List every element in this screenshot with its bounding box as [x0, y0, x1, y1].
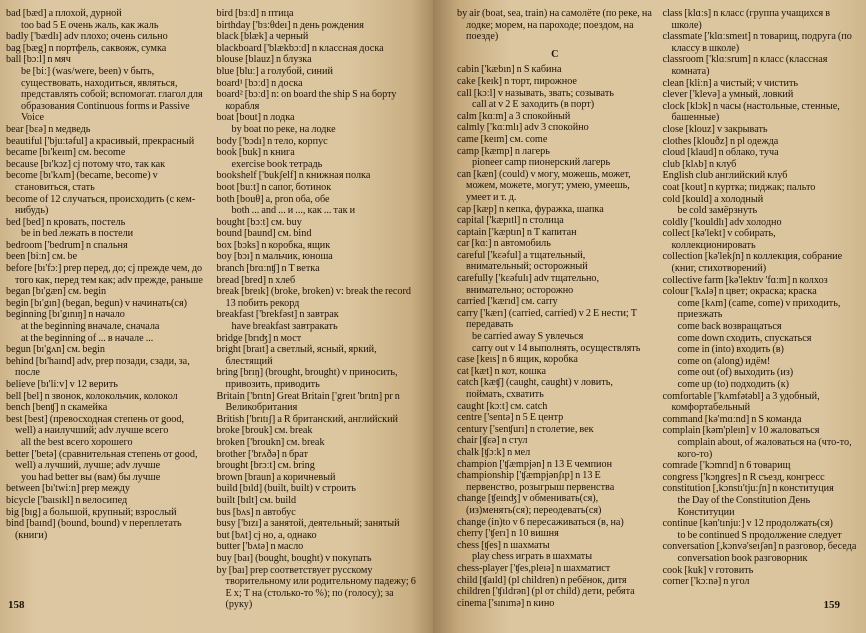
dictionary-entry: body ['bɔdı] n тело, корпус	[216, 135, 328, 147]
dictionary-entry: bench [benʧ] n скамейка	[6, 402, 108, 414]
dictionary-entry: bell [bel] n звонок, колокольчик, колокол	[6, 390, 178, 402]
dictionary-entry: at the beginning of ... в начале ...	[21, 332, 154, 344]
dictionary-entry: classmate ['klɑːsmeıt] n товарищ, подруга (по классу в школе)	[662, 31, 852, 54]
dictionary-entry: pioneer camp пионерский лагерь	[472, 157, 611, 169]
right-page-column-1	[457, 8, 653, 609]
dictionary-entry: by [baı] prep соответствует русскому творительному или родительному падежу; 6 Е х; Т на (столько-то %); по (голосу); за (руку)	[216, 564, 416, 611]
dictionary-entry: car [kɑː] n автомобиль	[457, 238, 551, 250]
dictionary-entry: become of 12 случаться, происходить (с кем-нибудь)	[6, 193, 196, 217]
dictionary-entry: children ['ʧıldrən] (pl от child) дети, ребята	[457, 586, 635, 598]
dictionary-entry: bind [baınd] (bound, bound) v переплетать (книги)	[6, 518, 182, 541]
dictionary-entry: child [ʧaıld] (pl children) n ребёнок, дитя	[457, 574, 627, 586]
section-letter: C	[551, 48, 559, 60]
dictionary-entry: chair [ʧɛə] n стул	[457, 435, 528, 447]
dictionary-entry: boat [bout] n лодка	[216, 112, 295, 124]
dictionary-entry: came [keım] см. come	[457, 133, 548, 145]
dictionary-entry: congress ['kɔŋgres] n R съезд, конгресс	[662, 471, 825, 483]
dictionary-entry: break [breık] (broke, broken) v: break the record 13 побить рекорд	[216, 286, 411, 309]
dictionary-entry: built [bılt] см. build	[216, 494, 297, 506]
dictionary-entry: conversation book разговорник	[677, 552, 808, 564]
dictionary-entry: branch [brɑːnʧ] n T ветка	[216, 263, 320, 275]
dictionary-entry: collective farm [kə'lektıv 'fɑːm] n колхоз	[662, 274, 828, 286]
right-page-column-2	[663, 8, 859, 603]
dictionary-entry: cold [kould] a холодный	[662, 193, 764, 205]
dictionary-entry: butter ['bʌtə] n масло	[216, 541, 304, 553]
dictionary-entry: bicycle ['baısıkl] n велосипед	[6, 494, 128, 506]
dictionary-entry: conversation [,kɔnvə'seıʃən] n разговор, беседа	[662, 541, 857, 553]
dictionary-entry: come in (into) входить (в)	[677, 344, 784, 356]
dictionary-entry: better ['betə] (сравнительная степень от good, well) a лучший, лучше; adv лучше	[6, 448, 198, 472]
dictionary-entry: birthday ['bɜːθdeı] n день рождения	[216, 19, 364, 31]
dictionary-entry: cherry ['ʧerı] n 10 вишня	[457, 528, 559, 540]
dictionary-entry: cloud [klaud] n облако, туча	[662, 147, 779, 159]
dictionary-entry: carry ['kærı] (carried, carried) v 2 Е нести; T передавать	[457, 307, 637, 331]
dictionary-entry: coldly ['kouldlı] adv холодно	[662, 216, 782, 228]
dictionary-entry: play chess играть в шахматы	[472, 551, 593, 563]
dictionary-entry: chess-player ['ʧes,pleıə] n шахматист	[457, 562, 611, 574]
dictionary-entry: clever ['klevə] a умный, ловкий	[662, 89, 794, 101]
dictionary-entry: between [bı'twiːn] prep между	[6, 483, 130, 495]
dictionary-entry: bear [bɛə] n медведь	[6, 123, 91, 135]
page-number-right: 159	[823, 599, 840, 611]
dictionary-entry: cabin ['kæbın] n S кабина	[457, 64, 562, 76]
dictionary-entry: both [bouθ] a, pron оба, обе	[216, 193, 330, 205]
dictionary-entry: brown [braun] a коричневый	[216, 471, 336, 483]
dictionary-entry: call [kɔːl] v называть, звать; созывать	[457, 87, 614, 99]
dictionary-entry: been [biːn] см. be	[6, 251, 78, 263]
dictionary-entry: but [bʌt] cj но, а, однако	[216, 529, 317, 541]
dictionary-entry: the Day of the Constitution День Конституции	[677, 494, 811, 518]
dictionary-entry: century ['senʧurı] n столетие, век	[457, 423, 594, 435]
dictionary-entry: have breakfast завтракать	[231, 321, 338, 333]
dictionary-entry: classroom ['klɑːsrum] n класс (классная комната)	[662, 54, 828, 77]
dictionary-entry: clothes [klouðz] n pl одежда	[662, 135, 779, 147]
dictionary-entry: to be continued S продолжение следует	[677, 529, 842, 541]
dictionary-entry: camp [kæmp] n лагерь	[457, 145, 550, 157]
dictionary-entry: boy [bɔı] n мальчик, юноша	[216, 251, 333, 263]
dictionary-entry: clean [kliːn] a чистый; v чистить	[662, 77, 799, 89]
dictionary-entry: come on (along) идём!	[677, 355, 771, 367]
dictionary-entry: cinema ['sınımə] n кино	[457, 597, 555, 609]
dictionary-entry: collection [kə'lekʃn] n коллекция, собрание (книг, стихотворений)	[662, 251, 843, 275]
dictionary-entry: Britain ['brıtn] Great Britain ['greıt 'brıtn] pr n Великобритания	[216, 390, 400, 414]
dictionary-entry: big [bıg] a большой, крупный; взрослый	[6, 506, 177, 518]
dictionary-entry: bird [bɜːd] n птица	[216, 8, 294, 19]
dictionary-entry: come down сходить, спускаться	[677, 332, 812, 344]
dictionary-entry: chess [ʧes] n шахматы	[457, 539, 550, 551]
dictionary-entry: English club английский клуб	[662, 170, 788, 182]
dictionary-entry: be carried away S увлечься	[472, 331, 584, 343]
dictionary-entry: busy ['bızı] a занятой, деятельный; занятый	[216, 518, 400, 530]
dictionary-entry: by boat по реке, на лодке	[231, 123, 336, 135]
dictionary-entry: be [biː] (was/were, been) v быть, существовать, находиться, являться, представлять собой; вспомогат. глагол для образования Continuous forms и Passive Voice	[21, 65, 203, 124]
left-page-column-2	[216, 8, 418, 611]
dictionary-entry: chalk [ʧɔːk] n мел	[457, 446, 531, 458]
dictionary-entry: be cold замёрзнуть	[677, 205, 758, 217]
dictionary-entry: too bad 5 Е очень жаль, как жаль	[21, 19, 159, 31]
dictionary-entry: bag [bæg] n портфель, саквояж, сумка	[6, 42, 167, 54]
dictionary-entry: calmly ['kɑːmlı] adv 3 спокойно	[457, 122, 589, 134]
dictionary-entry: call at v 2 Е заходить (в порт)	[472, 99, 595, 111]
dictionary-entry: championship ['ʧæmpjənʃıp] n 13 Е первенство, розыгрыш первенства	[457, 470, 615, 493]
dictionary-entry: broken ['broukn] см. break	[216, 436, 325, 448]
dictionary-entry: carried ['kærıd] см. carry	[457, 296, 558, 308]
dictionary-entry: champion ['ʧæmpjən] n 13 Е чемпион	[457, 458, 613, 470]
dictionary-entry: comrade ['kɔmrıd] n 6 товарищ	[662, 460, 791, 472]
dictionary-entry: cake [keık] n торт, пирожное	[457, 75, 577, 87]
dictionary-entry: coat [kout] n куртка; пиджак; пальто	[662, 181, 816, 193]
dictionary-entry: colour ['kʌlə] n цвет; окраска; краска	[662, 286, 817, 298]
dictionary-entry: clock [klɔk] n часы (настольные, стенные, башенные)	[662, 100, 840, 124]
dictionary-entry: bound [baund] см. bind	[216, 228, 312, 240]
dictionary-entry: change [ʧeınʤ] v обменивать(ся), (из)менять(ся); переодевать(ся)	[457, 493, 602, 516]
dictionary-entry: captain ['kæptın] n T капитан	[457, 226, 577, 238]
dictionary-entry: complain about, of жаловаться на (что-то, кого-то)	[677, 436, 852, 460]
dictionary-entry: bookshelf ['bukʃelf] n книжная полка	[216, 170, 371, 182]
dictionary-entry: corner ['kɔːnə] n угол	[662, 576, 750, 588]
dictionary-entry: ball [bɔːl] n мяч	[6, 54, 71, 66]
dictionary-entry: box [bɔks] n коробка, ящик	[216, 239, 331, 251]
dictionary-entry: carry out v 14 выполнять, осуществлять	[472, 342, 641, 354]
dictionary-entry: bridge [brıʤ] n мост	[216, 332, 302, 344]
dictionary-entry: both ... and ... и ..., как ... так и	[231, 205, 356, 217]
dictionary-entry: bedroom ['bedrum] n спальня	[6, 239, 128, 251]
dictionary-entry: became [bı'keım] см. become	[6, 147, 126, 159]
dictionary-entry: come back возвращаться	[677, 321, 782, 333]
dictionary-entry: bought [bɔːt] см. buy	[216, 216, 302, 228]
dictionary-entry: beginning [bı'gınıŋ] n начало	[6, 309, 125, 321]
dictionary-entry: you had better вы (вам) бы лучше	[21, 471, 161, 483]
page-number-left: 158	[8, 599, 25, 611]
dictionary-entry: best [best] (превосходная степень от good, well) a наилучший; adv лучше всего	[6, 413, 185, 437]
dictionary-entry: bus [bʌs] n автобус	[216, 506, 296, 518]
dictionary-entry: carefully ['kɛəfulı] adv тщательно, внимательно; осторожно	[457, 273, 600, 296]
dictionary-entry: build [bıld] (built, built) v строить	[216, 483, 356, 495]
dictionary-entry: calm [kɑːm] a 3 спокойный	[457, 110, 571, 122]
dictionary-entry: by air (boat, sea, train) на самолёте (по реке, на лодке; морем, на пароходе; поездом, на поезде)	[457, 8, 652, 43]
dictionary-entry: broke [brouk] см. break	[216, 425, 313, 437]
dictionary-entry: continue [kən'tınjuː] v 12 продолжать(ся)	[662, 518, 833, 530]
dictionary-entry: buy [baı] (bought, bought) v покупать	[216, 552, 372, 564]
dictionary-entry: board² [bɔːd] n: on board the ship S на борту корабля	[216, 89, 397, 112]
dictionary-entry: because [bı'kɔz] cj потому что, так как	[6, 158, 166, 170]
dictionary-entry: begun [bı'gʌn] см. begin	[6, 344, 106, 356]
dictionary-entry: bed [bed] n кровать, постель	[6, 216, 126, 228]
dictionary-entry: come out (of) выходить (из)	[677, 367, 794, 379]
dictionary-entry: board¹ [bɔːd] n доска	[216, 77, 303, 89]
dictionary-entry: cap [kæp] n кепка, фуражка, шапка	[457, 203, 604, 215]
dictionary-entry: constitution [,kɔnstı'tjuːʃn] n конституция	[662, 483, 834, 495]
dictionary-entry: come [kʌm] (came, come) v приходить, приезжать	[677, 297, 841, 321]
dictionary-entry: blackboard ['blækbɔːd] n классная доска	[216, 42, 384, 54]
dictionary-entry: breakfast ['brekfəst] n завтрак	[216, 309, 339, 321]
dictionary-entry: boot [buːt] n сапог, ботинок	[216, 181, 332, 193]
dictionary-entry: club [klʌb] n клуб	[662, 158, 737, 170]
dictionary-entry: badly ['bædlı] adv плохо; очень сильно	[6, 31, 168, 43]
dictionary-entry: exercise book тетрадь	[231, 158, 323, 170]
dictionary-entry: become [bı'kʌm] (became, become) v становиться, стать	[6, 170, 158, 193]
dictionary-entry: collect [kə'lekt] v собирать, коллекционировать	[662, 228, 776, 251]
dictionary-entry: began [bı'gæn] см. begin	[6, 286, 107, 298]
dictionary-entry: class [klɑːs] n класс (группа учащихся в школе)	[662, 8, 831, 31]
dictionary-entry: comfortable ['kʌmfətəbl] a 3 удобный, комфортабельный	[662, 390, 820, 414]
dictionary-entry: begin [bı'gın] (began, begun) v начинать(ся)	[6, 297, 188, 309]
right-page	[433, 0, 866, 633]
dictionary-entry: British ['brıtıʃ] a R британский, английский	[216, 413, 398, 425]
dictionary-entry: catch [kæʧ] (caught, caught) v ловить, поймать, схватить	[457, 377, 613, 400]
dictionary-entry: beautiful ['bjuːtəful] a красивый, прекрасный	[6, 135, 195, 147]
dictionary-entry: case [keıs] n 6 ящик, коробка	[457, 354, 578, 366]
dictionary-entry: bright [braıt] a светлый, ясный, яркий, блестящий	[216, 344, 377, 367]
dictionary-entry: blue [bluː] a голубой, синий	[216, 65, 333, 77]
dictionary-entry: book [buk] n книга	[216, 147, 295, 159]
dictionary-entry: all the best всего хорошего	[21, 436, 133, 448]
dictionary-entry: brother ['brʌðə] n брат	[216, 448, 308, 460]
dictionary-entry: bring [brıŋ] (brought, brought) v приносить, привозить, приводить	[216, 367, 398, 390]
dictionary-entry: command [kə'mɑːnd] n S команда	[662, 413, 802, 425]
dictionary-entry: bad [bæd] a плохой, дурной	[6, 8, 122, 19]
dictionary-entry: at the beginning вначале, сначала	[21, 321, 160, 333]
dictionary-entry: brought [brɔːt] см. bring	[216, 460, 315, 472]
dictionary-entry: centre ['sentə] n 5 Е центр	[457, 412, 564, 424]
dictionary-entry: can [kæn] (could) v могу, можешь, может, можем, можете, могут; умею, умеешь, умеет и т. д.	[457, 168, 631, 203]
dictionary-entry: be in bed лежать в постели	[21, 228, 134, 240]
dictionary-entry: blouse [blauz] n блузка	[216, 54, 312, 66]
dictionary-entry: complain [kəm'pleın] v 10 жаловаться	[662, 425, 820, 437]
dictionary-entry: before [bı'fɔː] prep перед, до; cj прежде чем, до того как, перед тем как; adv прежде, раньше	[6, 263, 203, 286]
dictionary-entry: cook [kuk] v готовить	[662, 564, 754, 576]
dictionary-entry: behind [bı'haınd] adv, prep позади, сзади, за, после	[6, 355, 190, 379]
left-page-column-1	[6, 8, 207, 603]
dictionary-entry: careful ['kɛəful] a тщательный, внимательный; осторожный	[457, 249, 588, 273]
dictionary-entry: bread [bred] n хлеб	[216, 274, 296, 286]
dictionary-entry: capital ['kæpıtl] n столица	[457, 215, 564, 227]
dictionary-entry: believe [bı'liːv] v 12 верить	[6, 379, 118, 390]
dictionary-entry: caught [kɔːt] см. catch	[457, 400, 548, 412]
dictionary-entry: change (in)to v 6 пересаживаться (в, на)	[457, 516, 624, 528]
dictionary-entry: cat [kæt] n кот, кошка	[457, 365, 546, 377]
dictionary-entry: black [blæk] a черный	[216, 31, 309, 43]
dictionary-entry: come up (to) подходить (к)	[677, 379, 790, 390]
dictionary-entry: close [klouz] v закрывать	[662, 123, 768, 135]
